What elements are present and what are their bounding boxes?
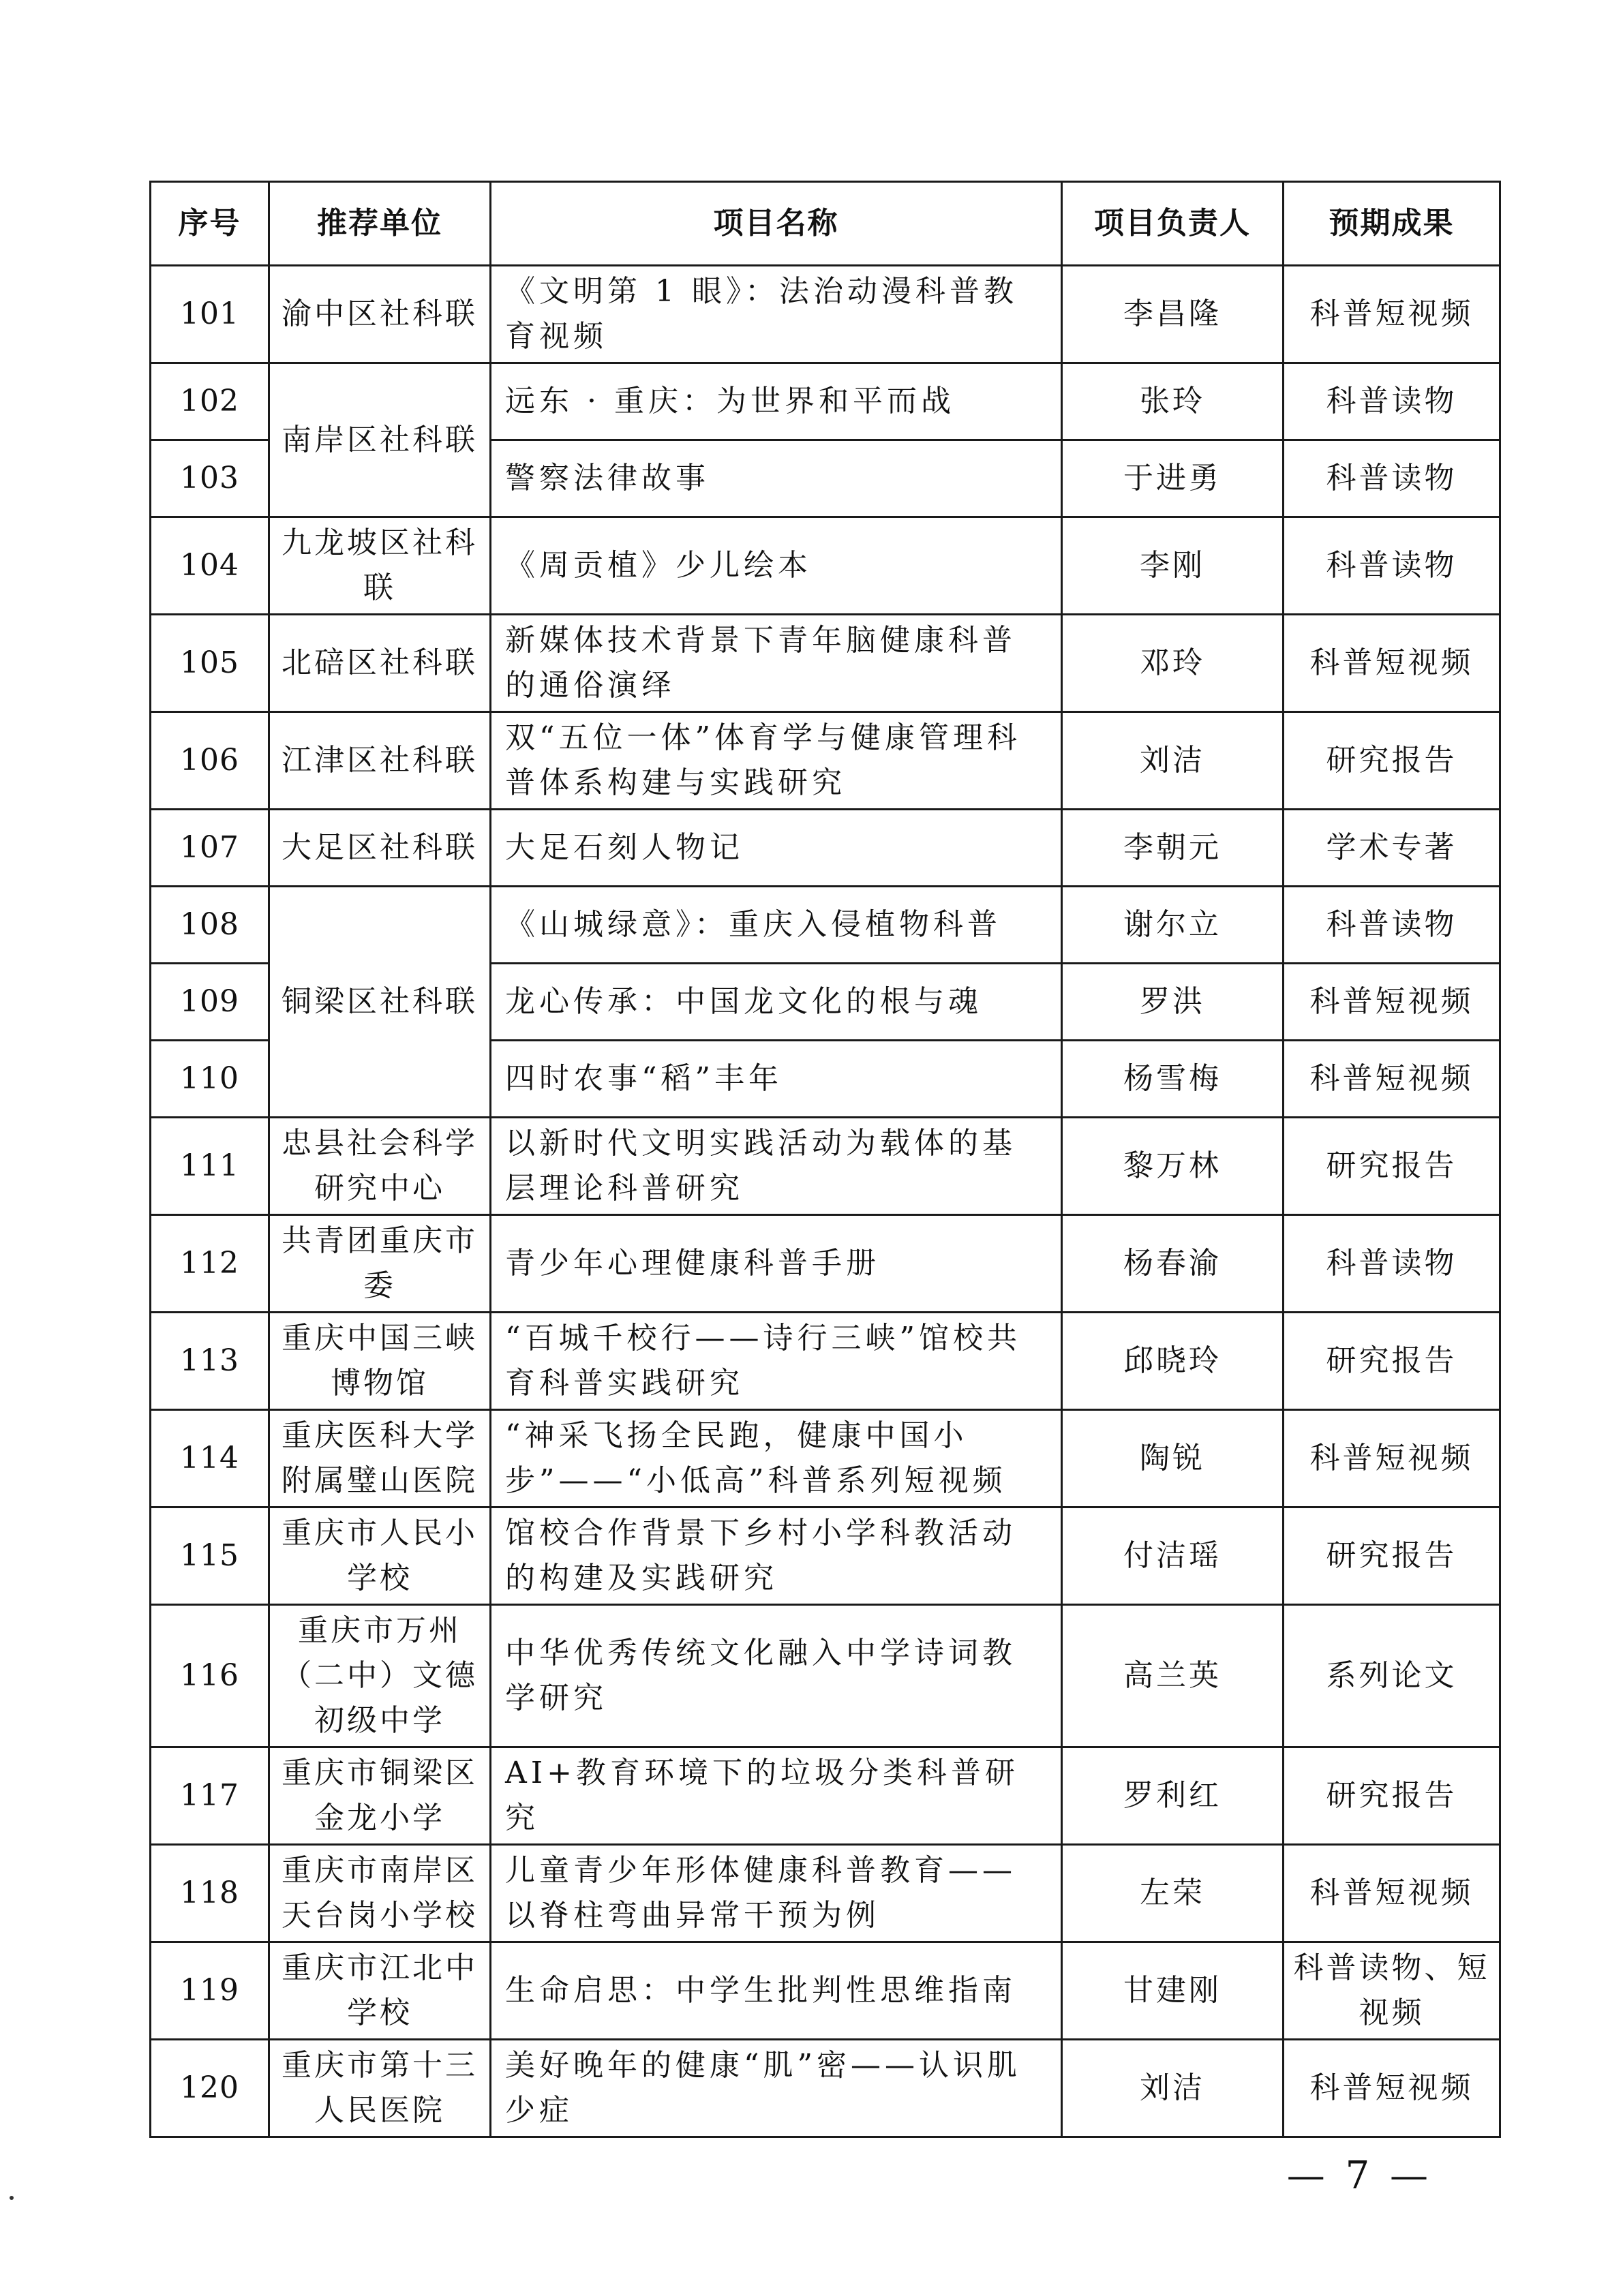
cell-expected-outcome: 研究报告 [1284,712,1500,810]
cell-expected-outcome: 科普读物 [1284,440,1500,517]
cell-expected-outcome: 科普短视频 [1284,964,1500,1041]
cell-project-name: 《文明第 1 眼》：法治动漫科普教育视频 [491,266,1062,363]
cell-expected-outcome: 科普短视频 [1284,1410,1500,1507]
cell-project-leader: 邱晓玲 [1062,1313,1284,1410]
cell-recommending-unit: 重庆市江北中学校 [269,1942,491,2040]
cell-serial-number: 107 [151,810,269,887]
cell-recommending-unit: 重庆市第十三人民医院 [269,2040,491,2137]
table-row [151,712,1500,810]
cell-project-leader: 高兰英 [1062,1605,1284,1747]
table-row [151,363,1500,440]
table-row [151,2040,1500,2137]
cell-serial-number: 116 [151,1605,269,1747]
cell-expected-outcome: 科普读物 [1284,517,1500,615]
cell-project-name: 中华优秀传统文化融入中学诗词教学研究 [491,1605,1062,1747]
cell-recommending-unit: 南岸区社科联 [269,363,491,517]
cell-serial-number: 101 [151,266,269,363]
cell-recommending-unit: 重庆市万州（二中）文德初级中学 [269,1605,491,1747]
cell-project-leader: 李朝元 [1062,810,1284,887]
cell-project-name: 双“五位一体”体育学与健康管理科普体系构建与实践研究 [491,712,1062,810]
cell-project-leader: 左荣 [1062,1845,1284,1942]
cell-project-leader: 付洁瑶 [1062,1507,1284,1605]
cell-project-name: 《山城绿意》：重庆入侵植物科普 [491,887,1062,964]
cell-serial-number: 102 [151,363,269,440]
cell-project-leader: 黎万林 [1062,1118,1284,1215]
cell-expected-outcome: 科普读物、短视频 [1284,1942,1500,2040]
cell-project-leader: 张玲 [1062,363,1284,440]
cell-project-leader: 罗洪 [1062,964,1284,1041]
cell-expected-outcome: 研究报告 [1284,1313,1500,1410]
cell-project-name: 远东 · 重庆：为世界和平而战 [491,363,1062,440]
cell-project-name: 儿童青少年形体健康科普教育——以脊柱弯曲异常干预为例 [491,1845,1062,1942]
cell-project-name: 生命启思：中学生批判性思维指南 [491,1942,1062,2040]
header-expected-outcome: 预期成果 [1284,182,1500,266]
cell-expected-outcome: 研究报告 [1284,1747,1500,1845]
cell-project-name: “神采飞扬全民跑，健康中国小步”——“小低高”科普系列短视频 [491,1410,1062,1507]
cell-recommending-unit: 江津区社科联 [269,712,491,810]
cell-recommending-unit: 九龙坡区社科联 [269,517,491,615]
cell-project-leader: 杨雪梅 [1062,1041,1284,1118]
cell-serial-number: 103 [151,440,269,517]
cell-expected-outcome: 系列论文 [1284,1605,1500,1747]
cell-recommending-unit: 渝中区社科联 [269,266,491,363]
cell-project-leader: 陶锐 [1062,1410,1284,1507]
cell-expected-outcome: 科普短视频 [1284,615,1500,712]
cell-recommending-unit: 重庆市南岸区天台岗小学校 [269,1845,491,1942]
cell-project-name: 美好晚年的健康“肌”密——认识肌少症 [491,2040,1062,2137]
page-number: — 7 — [1286,2154,1432,2198]
cell-expected-outcome: 科普短视频 [1284,266,1500,363]
cell-expected-outcome: 学术专著 [1284,810,1500,887]
cell-project-name: 大足石刻人物记 [491,810,1062,887]
table-row [151,1845,1500,1942]
header-project-name: 项目名称 [491,182,1062,266]
header-recommending-unit: 推荐单位 [269,182,491,266]
cell-serial-number: 118 [151,1845,269,1942]
cell-expected-outcome: 科普读物 [1284,363,1500,440]
cell-recommending-unit: 忠县社会科学研究中心 [269,1118,491,1215]
cell-project-name: AI+教育环境下的垃圾分类科普研究 [491,1747,1062,1845]
cell-recommending-unit: 大足区社科联 [269,810,491,887]
cell-serial-number: 111 [151,1118,269,1215]
cell-serial-number: 112 [151,1215,269,1313]
cell-serial-number: 120 [151,2040,269,2137]
project-table [149,181,1501,2138]
margin-speck [10,2196,14,2200]
cell-project-leader: 李刚 [1062,517,1284,615]
cell-recommending-unit: 重庆中国三峡博物馆 [269,1313,491,1410]
cell-project-leader: 于进勇 [1062,440,1284,517]
cell-project-leader: 谢尔立 [1062,887,1284,964]
cell-expected-outcome: 科普读物 [1284,887,1500,964]
table-row [151,1313,1500,1410]
cell-serial-number: 117 [151,1747,269,1845]
table-row [151,887,1500,964]
cell-serial-number: 105 [151,615,269,712]
cell-project-leader: 罗利红 [1062,1747,1284,1845]
cell-project-name: 青少年心理健康科普手册 [491,1215,1062,1313]
cell-project-name: “百城千校行——诗行三峡”馆校共育科普实践研究 [491,1313,1062,1410]
cell-serial-number: 114 [151,1410,269,1507]
header-project-leader: 项目负责人 [1062,182,1284,266]
cell-project-name: 龙心传承：中国龙文化的根与魂 [491,964,1062,1041]
table-row [151,1215,1500,1313]
table-row [151,266,1500,363]
table-row [151,1507,1500,1605]
cell-serial-number: 115 [151,1507,269,1605]
cell-project-name: 警察法律故事 [491,440,1062,517]
cell-project-leader: 刘洁 [1062,2040,1284,2137]
table-row [151,1410,1500,1507]
table-header-row [151,182,1500,266]
cell-serial-number: 104 [151,517,269,615]
table-row [151,810,1500,887]
table-row [151,1118,1500,1215]
cell-project-name: 新媒体技术背景下青年脑健康科普的通俗演绎 [491,615,1062,712]
cell-project-leader: 甘建刚 [1062,1942,1284,2040]
cell-recommending-unit: 北碚区社科联 [269,615,491,712]
cell-expected-outcome: 研究报告 [1284,1118,1500,1215]
cell-expected-outcome: 科普读物 [1284,1215,1500,1313]
cell-expected-outcome: 研究报告 [1284,1507,1500,1605]
table-row [151,1942,1500,2040]
cell-project-name: 《周贡植》少儿绘本 [491,517,1062,615]
cell-serial-number: 109 [151,964,269,1041]
cell-project-name: 以新时代文明实践活动为载体的基层理论科普研究 [491,1118,1062,1215]
cell-recommending-unit: 重庆市铜梁区金龙小学 [269,1747,491,1845]
cell-recommending-unit: 重庆市人民小学校 [269,1507,491,1605]
cell-serial-number: 108 [151,887,269,964]
cell-serial-number: 106 [151,712,269,810]
cell-project-leader: 李昌隆 [1062,266,1284,363]
table-body [151,266,1500,2137]
cell-serial-number: 113 [151,1313,269,1410]
cell-project-leader: 邓玲 [1062,615,1284,712]
cell-serial-number: 119 [151,1942,269,2040]
cell-project-leader: 刘洁 [1062,712,1284,810]
table-row [151,1605,1500,1747]
cell-expected-outcome: 科普短视频 [1284,1845,1500,1942]
cell-serial-number: 110 [151,1041,269,1118]
cell-recommending-unit: 共青团重庆市委 [269,1215,491,1313]
table-row [151,517,1500,615]
cell-project-name: 馆校合作背景下乡村小学科教活动的构建及实践研究 [491,1507,1062,1605]
cell-project-name: 四时农事“稻”丰年 [491,1041,1062,1118]
cell-project-leader: 杨春渝 [1062,1215,1284,1313]
table-row [151,1747,1500,1845]
table-row [151,615,1500,712]
cell-expected-outcome: 科普短视频 [1284,2040,1500,2137]
cell-expected-outcome: 科普短视频 [1284,1041,1500,1118]
header-serial-number: 序号 [151,182,269,266]
cell-recommending-unit: 铜梁区社科联 [269,887,491,1118]
cell-recommending-unit: 重庆医科大学附属璧山医院 [269,1410,491,1507]
